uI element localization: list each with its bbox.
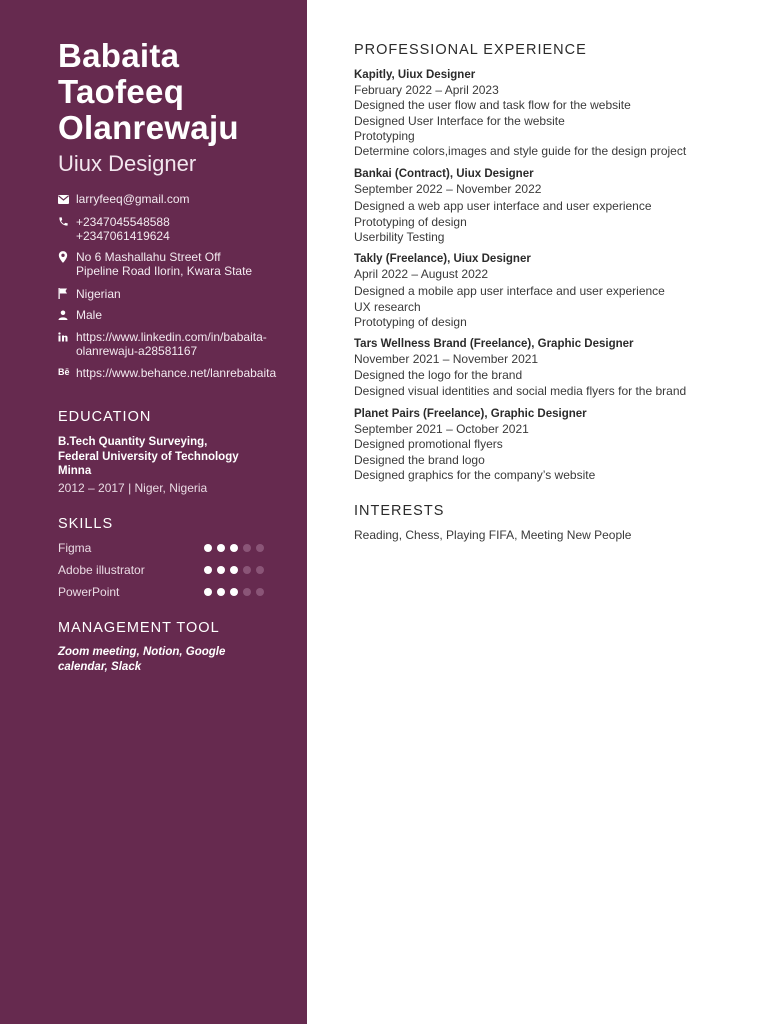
linkedin-icon xyxy=(58,330,76,344)
person-role: Uiux Designer xyxy=(58,151,197,176)
person-icon xyxy=(58,308,76,322)
location-pin-icon xyxy=(58,250,76,264)
skill-name: Adobe illustrator xyxy=(58,563,145,577)
rating-dot-filled xyxy=(230,588,238,596)
rating-dot-filled xyxy=(204,566,212,574)
rating-dot-filled xyxy=(230,544,238,552)
job-duty: Prototyping of design xyxy=(354,214,467,229)
rating-dot-empty xyxy=(256,566,264,574)
address-text: Pipeline Road Ilorin, Kwara State xyxy=(76,264,253,278)
linkedin-text: https://www.linkedin.com/in/babaita- xyxy=(76,329,267,344)
phone-text: +2347045548588 xyxy=(76,214,170,229)
job-dates: September 2022 – November 2022 xyxy=(354,182,542,196)
contact-phone[interactable] xyxy=(58,215,298,244)
job-duty: Designed the brand logo xyxy=(354,452,485,467)
job-duty: Designed the logo for the brand xyxy=(354,368,523,383)
degree-line: B.Tech Quantity Surveying, xyxy=(58,436,208,448)
skills-title: SKILLS xyxy=(58,516,114,532)
skill-rating xyxy=(204,566,264,574)
rating-dot-filled xyxy=(217,588,225,596)
job-title: Takly (Freelance), Uiux Designer xyxy=(354,253,531,265)
rating-dot-empty xyxy=(256,588,264,596)
rating-dot-empty xyxy=(243,544,251,552)
management-title: MANAGEMENT TOOL xyxy=(58,620,220,636)
email-icon xyxy=(58,192,76,206)
degree-line: Federal University of Technology xyxy=(58,450,239,463)
job-duty: Designed a mobile app user interface and user experience xyxy=(354,284,665,299)
job-duty: Prototyping xyxy=(354,128,415,143)
experience-title: PROFESSIONAL EXPERIENCE xyxy=(354,42,587,58)
job-title: Kapitly, Uiux Designer xyxy=(354,69,476,81)
job-entry xyxy=(354,337,754,399)
rating-dot-filled xyxy=(204,588,212,596)
person-name xyxy=(58,38,298,146)
rating-dot-filled xyxy=(217,566,225,574)
name-line: Babaita xyxy=(58,37,180,74)
contact-email[interactable] xyxy=(58,192,298,207)
contact-linkedin[interactable] xyxy=(58,330,298,359)
management-text: Zoom meeting, Notion, Google calendar, Slack xyxy=(58,646,226,673)
rating-dot-empty xyxy=(243,566,251,574)
rating-dot-filled xyxy=(204,544,212,552)
job-entry xyxy=(354,68,754,159)
education-meta: 2012 – 2017 | Niger, Nigeria xyxy=(58,481,208,495)
contact-gender xyxy=(58,308,298,323)
contact-address xyxy=(58,250,298,279)
interests-title: INTERESTS xyxy=(354,503,445,519)
nationality-text: Nigerian xyxy=(76,286,121,301)
name-line: Olanrewaju xyxy=(58,109,239,146)
job-entry xyxy=(354,407,754,483)
job-duty: Designed the user flow and task flow for the website xyxy=(354,98,631,113)
job-entry xyxy=(354,167,754,245)
email-text: larryfeeq@gmail.com xyxy=(76,192,190,206)
education-degree xyxy=(58,435,278,479)
behance-text: https://www.behance.net/lanrebabaita xyxy=(76,365,277,380)
skill-name: Figma xyxy=(58,541,92,555)
job-duty: Designed visual identities and social media flyers for the brand xyxy=(354,383,687,398)
behance-icon xyxy=(58,366,76,380)
skill-row xyxy=(58,585,264,599)
contact-list xyxy=(58,192,298,380)
rating-dot-empty xyxy=(243,588,251,596)
skill-rating xyxy=(204,544,264,552)
job-title: Planet Pairs (Freelance), Graphic Designer xyxy=(354,408,587,420)
rating-dot-filled xyxy=(217,544,225,552)
skill-row xyxy=(58,541,264,555)
flag-icon xyxy=(58,287,76,301)
phone-icon xyxy=(58,215,76,229)
job-duty: UX research xyxy=(354,299,421,314)
job-title: Bankai (Contract), Uiux Designer xyxy=(354,168,534,180)
skill-row xyxy=(58,563,264,577)
rating-dot-filled xyxy=(230,566,238,574)
rating-dot-empty xyxy=(256,544,264,552)
job-duty: Designed promotional flyers xyxy=(354,437,503,452)
job-entry xyxy=(354,252,754,330)
skill-rating xyxy=(204,588,264,596)
job-duty: Determine colors,images and style guide for the design project xyxy=(354,144,687,159)
job-dates: April 2022 – August 2022 xyxy=(354,267,489,281)
job-dates: September 2021 – October 2021 xyxy=(354,422,529,436)
job-duty: Designed User Interface for the website xyxy=(354,113,565,128)
degree-line: Minna xyxy=(58,465,92,477)
job-duty: Designed a web app user interface and user experience xyxy=(354,199,652,214)
job-duty: Designed graphics for the company’s website xyxy=(354,467,596,482)
job-title: Tars Wellness Brand (Freelance), Graphic Designer xyxy=(354,338,634,350)
job-duty: Prototyping of design xyxy=(354,314,467,329)
contact-behance[interactable] xyxy=(58,366,298,381)
phone-text: +2347061419624 xyxy=(76,229,170,243)
skill-name: PowerPoint xyxy=(58,585,120,599)
contact-nationality xyxy=(58,287,298,302)
interests-text: Reading, Chess, Playing FIFA, Meeting New People xyxy=(354,528,632,542)
behance-icon-glyph: Bē xyxy=(58,367,70,378)
sidebar xyxy=(0,0,307,1024)
name-line: Taofeeq xyxy=(58,73,185,110)
linkedin-text: olanrewaju-a28581167 xyxy=(76,344,198,358)
job-dates: February 2022 – April 2023 xyxy=(354,83,499,97)
education-title: EDUCATION xyxy=(58,409,152,425)
gender-text: Male xyxy=(76,308,103,322)
address-text: No 6 Mashallahu Street Off xyxy=(76,249,221,264)
job-dates: November 2021 – November 2021 xyxy=(354,352,539,366)
job-duty: Userbility Testing xyxy=(354,229,445,244)
